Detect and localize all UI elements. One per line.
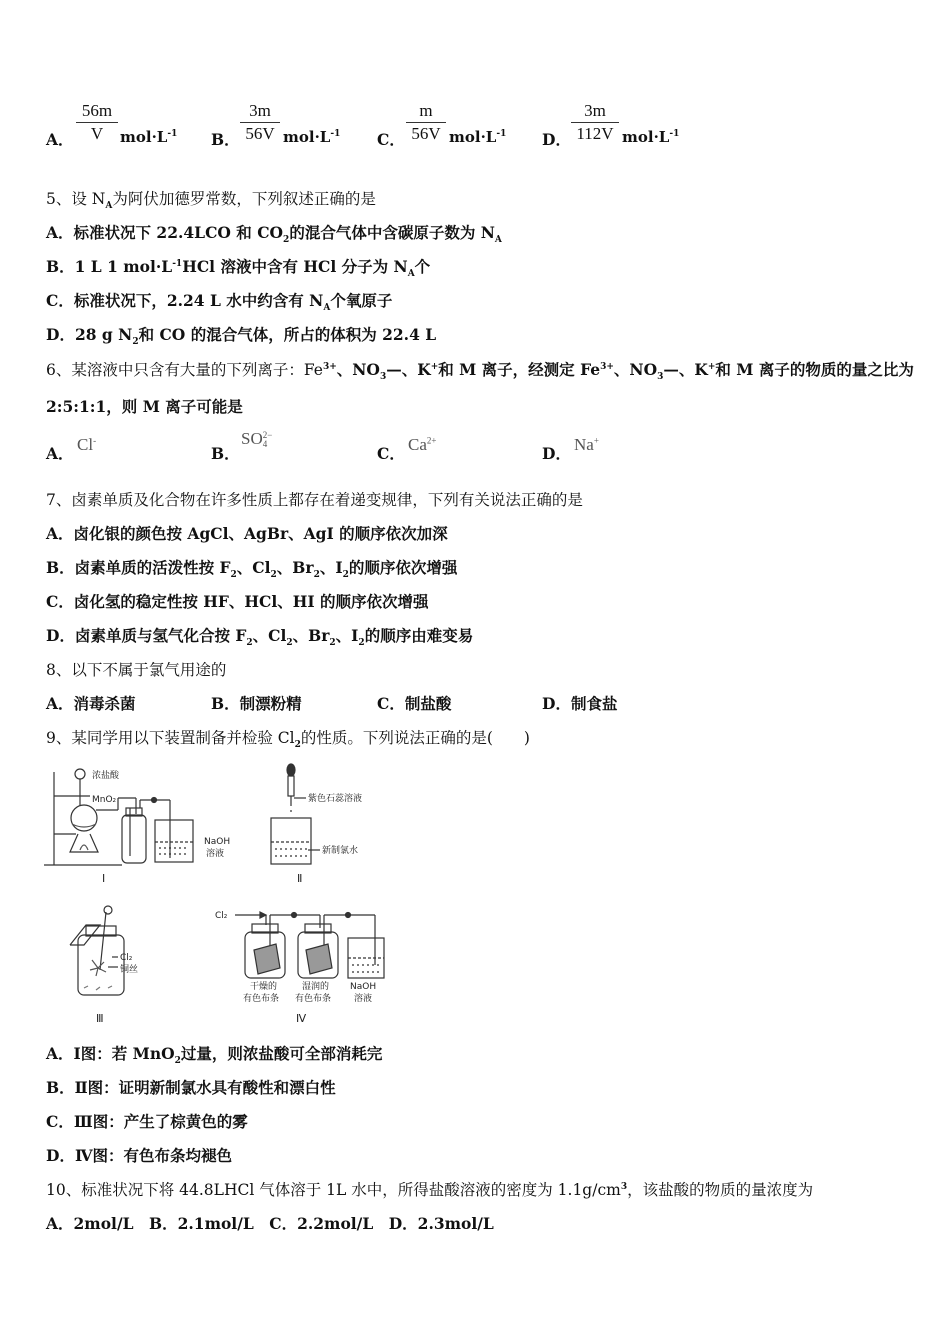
q4-option-c-letter: C． [377,130,405,149]
label-wet-2: 有色布条 [295,994,332,1004]
apparatus-iii [70,906,138,1025]
q10-stem: 10、标准状况下将 44.8LHCl 气体溶于 1L 水中，所得盐酸溶液的密度为 $1.1g/cm^3$，该盐酸的物质的量浓度为 [46,1181,814,1199]
q9-option-b: B．Ⅱ图：证明新制氯水具有酸性和漂白性 [46,1078,336,1097]
q9-apparatus-figure [40,760,400,1030]
apparatus-ii [271,764,362,885]
label-solution-iv: 溶液 [354,994,373,1004]
q9-option-d: D．Ⅳ图：有色布条均褪色 [46,1146,233,1165]
q7-stem: 7、卤素单质及化合物在许多性质上都存在着递变规律，下列有关说法正确的是 [46,491,583,509]
label-chlorine-water: 新制氯水 [322,846,359,856]
q6-option-b-letter: B． [211,444,240,463]
label-cl2-iv: Cl₂ [215,911,228,921]
q9-option-c: C．Ⅲ图：产生了棕黄色的雾 [46,1112,248,1131]
q4-option-d-fraction: $\frac{3m}{112V}$ [571,100,619,145]
q6-stem-line2: 2:5:1:1，则 M 离子可能是 [46,397,243,416]
q6-option-c-letter: C． [377,444,405,463]
label-cl2-iii: Cl₂ [120,953,133,963]
apparatus-i [44,769,230,885]
q8-option-b: B．制漂粉精 [211,694,302,713]
label-dry-1: 干燥的 [250,982,278,992]
q4-option-d-letter: D． [542,130,571,149]
q4-option-a-fraction: $\frac{56m}{V}$ [76,100,118,145]
q10-options: A．2mol/L B．2.1mol/L C．2.2mol/L D．2.3mol/L [46,1214,494,1233]
q6-option-b-ion: SO 2− 4 [241,429,273,450]
q5-option-c: C．标准状况下，2.24 L 水中约含有 $N_A$个氧原子 [46,291,393,314]
q6-option-d-letter: D． [542,444,571,463]
q6-stem-line1: 6、某溶液中只含有大量的下列离子：$Fe^{3+}$、$NO_3—$、K+和 M 离子，经测定 $Fe^{3+}$、$NO_3—$、K+和 M 离子的物质的量之比为 [46,360,914,383]
label-naoh-iv: NaOH [350,982,377,992]
label-figure-iii: Ⅲ [96,1012,104,1025]
apparatus-iv [215,911,384,1025]
q5-stem: 5、设 $N_A$为阿伏加德罗常数，下列叙述正确的是 [46,190,376,212]
q4-option-a-letter: A． [46,130,74,149]
q8-stem: 8、以下不属于氯气用途的 [46,661,227,679]
q7-option-c: C．卤化氢的稳定性按 HF、HCl、HI 的顺序依次增强 [46,592,429,611]
q8-option-a: A．消毒杀菌 [46,694,136,713]
q4-option-c-unit: $mol\cdot L^{-1}$ [449,128,507,146]
q5-option-b: B．1 L 1 $mol\cdot L^{-1}HCl$ 溶液中含有 HCl 分子为 $N_A$个 [46,257,431,280]
q9-option-a: A．Ⅰ图：若 MnO$_2$过量，则浓盐酸可全部消耗完 [46,1044,383,1067]
q7-option-a: A．卤化银的颜色按 AgCl、AgBr、AgI 的顺序依次加深 [46,524,448,543]
label-copper-wire: 铜丝 [120,965,139,975]
q5-option-d: D．28 g $N_2$和 CO 的混合气体，所占的体积为 22.4 L [46,325,437,348]
q4-option-a-unit: $mol\cdot L^{-1}$ [120,128,178,146]
q8-option-d: D．制食盐 [542,694,618,713]
label-solution-i: 溶液 [206,849,225,859]
q6-option-c-ion: $Ca^{2+}$ [408,435,437,454]
label-dry-2: 有色布条 [243,994,280,1004]
q6-option-a-letter: A． [46,444,74,463]
q8-option-c: C．制盐酸 [377,694,452,713]
q4-option-d-unit: $mol\cdot L^{-1}$ [622,128,680,146]
label-naoh-i: NaOH [204,837,231,847]
label-mno2: MnO₂ [92,795,117,805]
label-conc-hcl: 浓盐酸 [92,771,120,781]
label-figure-ii: Ⅱ [297,872,303,885]
q4-option-b-fraction: $\frac{3m}{56V}$ [240,100,280,145]
q7-option-d: D．卤素单质与氢气化合按 $F_2$、$Cl_2$、$Br_2$、$I_2$的顺序由难变易 [46,626,474,649]
q7-option-b: B．卤素单质的活泼性按 $F_2$、$Cl_2$、$Br_2$、$I_2$的顺序依次增强 [46,558,458,581]
label-figure-iv: Ⅳ [296,1012,307,1025]
q5-option-a: A．标准状况下 22.4LCO 和 $CO_2$的混合气体中含碳原子数为 $N_A$ [46,223,502,246]
label-wet-1: 湿润的 [302,982,330,992]
q6-option-d-ion: Na+ [574,435,599,454]
label-litmus: 紫色石蕊溶液 [308,794,363,804]
q6-option-a-ion: Cl- [77,435,97,454]
q4-option-b-letter: B． [211,130,240,149]
q4-option-c-fraction: $\frac{m}{56V}$ [406,100,446,145]
label-figure-i: Ⅰ [102,872,106,885]
q9-stem: 9、某同学用以下装置制备并检验 $Cl_2$的性质。下列说法正确的是( ) [46,729,530,751]
q4-option-b-unit: $mol\cdot L^{-1}$ [283,128,341,146]
